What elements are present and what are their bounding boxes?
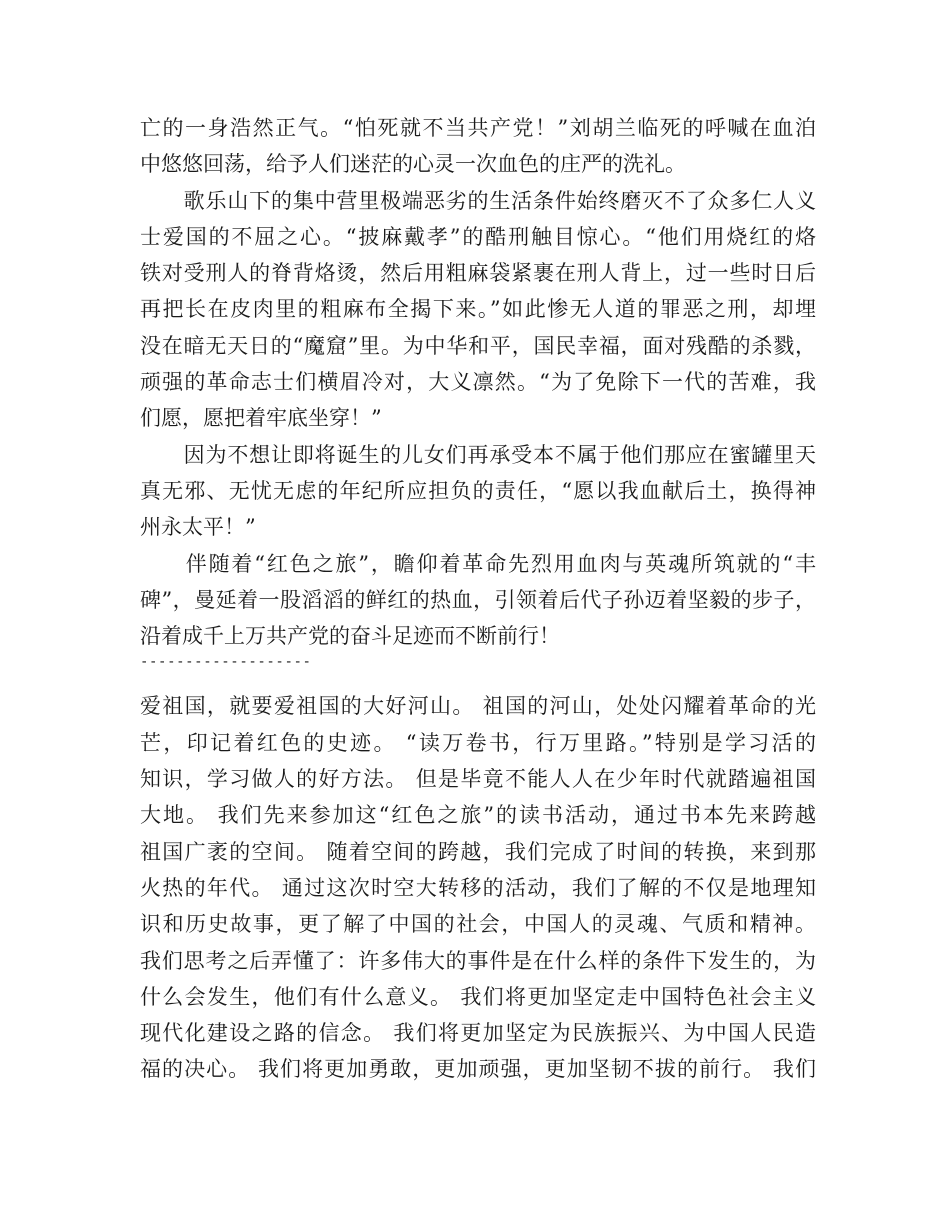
text-line: 铁对受刑人的脊背烙烫，然后用粗麻袋紧裹在刑人背上，过一些时日后 [140, 261, 816, 286]
text-line: 碑”，曼延着一股滔滔的鲜红的热血，引领着后代子孙迈着坚毅的步子， [140, 587, 816, 612]
section-divider: ------------------- [140, 654, 312, 671]
text-line: 知识，学习做人的好方法。 但是毕竟不能人人在少年时代就踏遍祖国 [140, 767, 816, 792]
text-line: 们愿，愿把着牢底坐穿！” [140, 406, 382, 431]
text-line: 沿着成千上万共产党的奋斗足迹而不断前行！ [140, 624, 560, 649]
text-line: 芒，印记着红色的史迹。 “读万卷书，行万里路。”特别是学习活的 [140, 730, 816, 755]
text-line: 顽强的革命志士们横眉冷对，大义凛然。“为了免除下一代的苦难，我 [140, 370, 816, 395]
text-block [140, 110, 816, 654]
text-block [140, 688, 816, 1087]
text-line: 中悠悠回荡，给予人们迷茫的心灵一次血色的庄严的洗礼。 [140, 152, 686, 177]
text-line: 大地。 我们先来参加这“红色之旅”的读书活动，通过书本先来跨越 [140, 803, 816, 828]
text-line: 识和历史故事，更了解了中国的社会，中国人的灵魂、气质和精神。 [140, 912, 816, 937]
text-line: 福的决心。 我们将更加勇敢，更加顽强，更加坚韧不拔的前行。 我们 [140, 1057, 816, 1082]
document-page [140, 110, 816, 1088]
text-line: 真无邪、无忧无虑的年纪所应担负的责任，“愿以我血献后土，换得神 [140, 478, 816, 503]
text-line: 士爱国的不屈之心。“披麻戴孝”的酷刑触目惊心。“他们用烧红的烙 [140, 224, 816, 249]
text-line: 祖国广袤的空间。 随着空间的跨越，我们完成了时间的转换，来到那 [140, 839, 816, 864]
text-line: 现代化建设之路的信念。 我们将更加坚定为民族振兴、为中国人民造 [140, 1021, 816, 1046]
text-line: 我们思考之后弄懂了：许多伟大的事件是在什么样的条件下发生的，为 [140, 948, 816, 973]
text-line: 再把长在皮肉里的粗麻布全揭下来。”如此惨无人道的罪恶之刑，却埋 [140, 297, 816, 322]
text-line: 歌乐山下的集中营里极端恶劣的生活条件始终磨灭不了众多仁人义 [140, 188, 816, 213]
text-line: 因为不想让即将诞生的儿女们再承受本不属于他们那应在蜜罐里天 [140, 442, 816, 467]
text-line: 伴随着“红色之旅”，瞻仰着革命先烈用血肉与英魂所筑就的“丰 [140, 551, 816, 576]
text-line: 州永太平！” [140, 515, 256, 540]
text-line: 没在暗无天日的“魔窟”里。为中华和平，国民幸福，面对残酷的杀戮， [140, 333, 816, 358]
text-line: 什么会发生，他们有什么意义。 我们将更加坚定走中国特色社会主义 [140, 984, 816, 1009]
text-line: 爱祖国，就要爱祖国的大好河山。 祖国的河山，处处闪耀着革命的光 [140, 694, 816, 719]
text-line: 火热的年代。 通过这次时空大转移的活动，我们了解的不仅是地理知 [140, 875, 816, 900]
text-line: 亡的一身浩然正气。“怕死就不当共产党！”刘胡兰临死的呼喊在血泊 [140, 116, 816, 140]
